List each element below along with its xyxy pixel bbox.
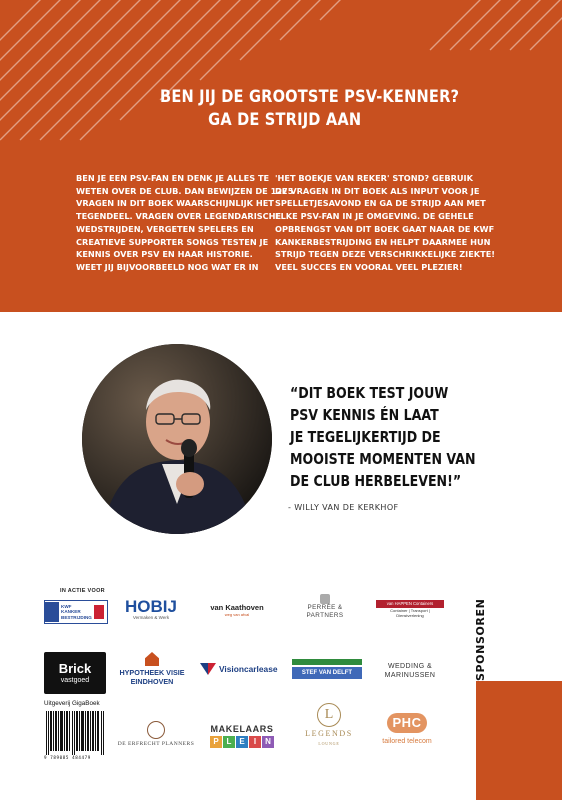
phc-logo-text: PHC: [387, 713, 428, 733]
plein-tile: L: [223, 736, 235, 748]
phc-logo: [372, 708, 442, 750]
kwf-flag-icon: [94, 605, 104, 619]
legends-sub-text: LOUNGE: [318, 741, 340, 746]
sponsors-label: SPONSOREN: [474, 598, 487, 681]
hapert-logo-text: van HAPPEN Containers: [376, 600, 444, 608]
brick-logo-text: Brick: [58, 660, 92, 676]
hobij-logo: [118, 596, 184, 622]
intro-text-left: BEN JE EEN PSV-FAN EN DENK JE ALLES TE WETEN OVER DE CLUB. DAN BEWIJZEN DE 1275 VRAGEN IN DIT BOEK WAARSCHIJNLIJK HET TEGENDEEL. VRAGEN OVER LEGENDARISCHE WEDSTRIJDEN, VERGETEN SPELERS EN CREATIEVE SUPPORTER SONGS TESTEN JE KENNIS OVER PSV EN HAAR HISTORIE. WEET JIJ BIJVOORBEELD NOG WAT ER IN: [76, 173, 294, 272]
brick-vastgoed-logo: [44, 652, 106, 694]
quote-author: - WILLY VAN DE KERKHOF: [288, 503, 399, 512]
in-actie-voor-label: IN ACTIE VOOR: [60, 588, 105, 594]
wedding-marinussen-logo: [372, 656, 448, 686]
legends-lounge-logo: [296, 702, 362, 750]
headline-line-1: BEN JIJ DE GROOTSTE PSV-KENNER?: [160, 87, 460, 107]
orange-corner-block: [476, 681, 562, 800]
headline: [160, 86, 480, 132]
wedding-logo-text: WEDDING & MARINUSSEN: [384, 663, 436, 679]
plein-tiles: [210, 736, 274, 748]
plein-tile: P: [210, 736, 222, 748]
erfrecht-planners-logo: [116, 718, 196, 750]
publisher-label: Uitgeverij GigaBoek: [44, 700, 100, 707]
intro-text-right: 'HET BOEKJE VAN REKER' STOND? GEBRUIK DE VRAGEN IN DIT BOEK ALS INPUT VOOR JE SPELLETJESAVOND EN GA DE STRIJD AAN MET ELKE PSV-FAN IN JE OMGEVING. DE GEHELE OPBRENGST VAN DIT BOEK GAAT NAAR DE KWF KANKERBESTRIJDING EN HELPT DAARMEE HUN STRIJD TEGEN DEZE VERSCHRIKKELIJKE ZIEKTE! VEEL SUCCES EN VOORAL VEEL PLEZIER!: [275, 173, 496, 272]
seal-icon: [147, 721, 165, 739]
erfrecht-logo-text: DE ERFRECHT PLANNERS: [117, 740, 195, 747]
portrait-illustration: [82, 344, 272, 534]
kwf-logo: [44, 600, 108, 624]
kaathoven-tagline: weg van afval: [224, 611, 250, 617]
pull-quote: “DIT BOEK TEST JOUW PSV KENNIS ÉN LAAT JE TEGELIJKERTIJD DE MOOISTE MOMENTEN VAN DE CLUB HERBELEVEN!”: [290, 384, 476, 490]
perree-mark-icon: [320, 594, 330, 604]
hypotheek-visie-logo: [116, 648, 188, 690]
plein-tile: I: [249, 736, 261, 748]
kaathoven-logo: [200, 600, 274, 620]
kwf-logo-text: KWF KANKER BESTRIJDING: [61, 603, 92, 620]
vision-v-icon: [200, 663, 216, 675]
perree-partners-logo: [288, 594, 362, 620]
legends-emblem-icon: L: [317, 703, 341, 727]
hobij-logo-text: HOBIJ: [125, 597, 177, 616]
hobij-tagline: Vermaken & Werk: [132, 615, 170, 620]
makelaars-logo-text: MAKELAARS: [210, 724, 274, 734]
plein-tile: E: [236, 736, 248, 748]
kaathoven-logo-text: van Kaathoven: [210, 602, 264, 612]
hapert-tagline: Container | Transport | Dienstverlening: [390, 608, 430, 618]
vision-logo-text: Visioncarlease: [219, 664, 278, 674]
perree-logo-text: PERRÉE & PARTNERS: [306, 604, 344, 619]
stef-top-bar: [292, 659, 362, 665]
brick-logo-subtext: vastgoed: [60, 676, 90, 684]
isbn-barcode: [44, 711, 106, 755]
headline-line-2: GA DE STRIJD AAN: [208, 110, 362, 130]
makelaars-plein-logo: [204, 720, 280, 752]
kwf-ribbon-icon: [45, 602, 59, 622]
top-panel: [0, 0, 562, 312]
visioncarlease-logo: [200, 660, 278, 678]
hypotheek-logo-text: HYPOTHEEK VISIE EINDHOVEN: [119, 668, 185, 686]
stef-logo-text: STEF VAN DELFT: [292, 667, 362, 679]
house-icon: [145, 652, 159, 666]
phc-tagline: tailored telecom: [382, 737, 432, 745]
stef-van-delft-logo: [292, 658, 362, 680]
barcode-number: 9 789085 484479: [44, 755, 91, 760]
plein-tile: N: [262, 736, 274, 748]
portrait-photo: [82, 344, 272, 534]
hapert-containers-logo: [376, 600, 444, 618]
legends-logo-text: LEGENDS: [305, 729, 353, 738]
